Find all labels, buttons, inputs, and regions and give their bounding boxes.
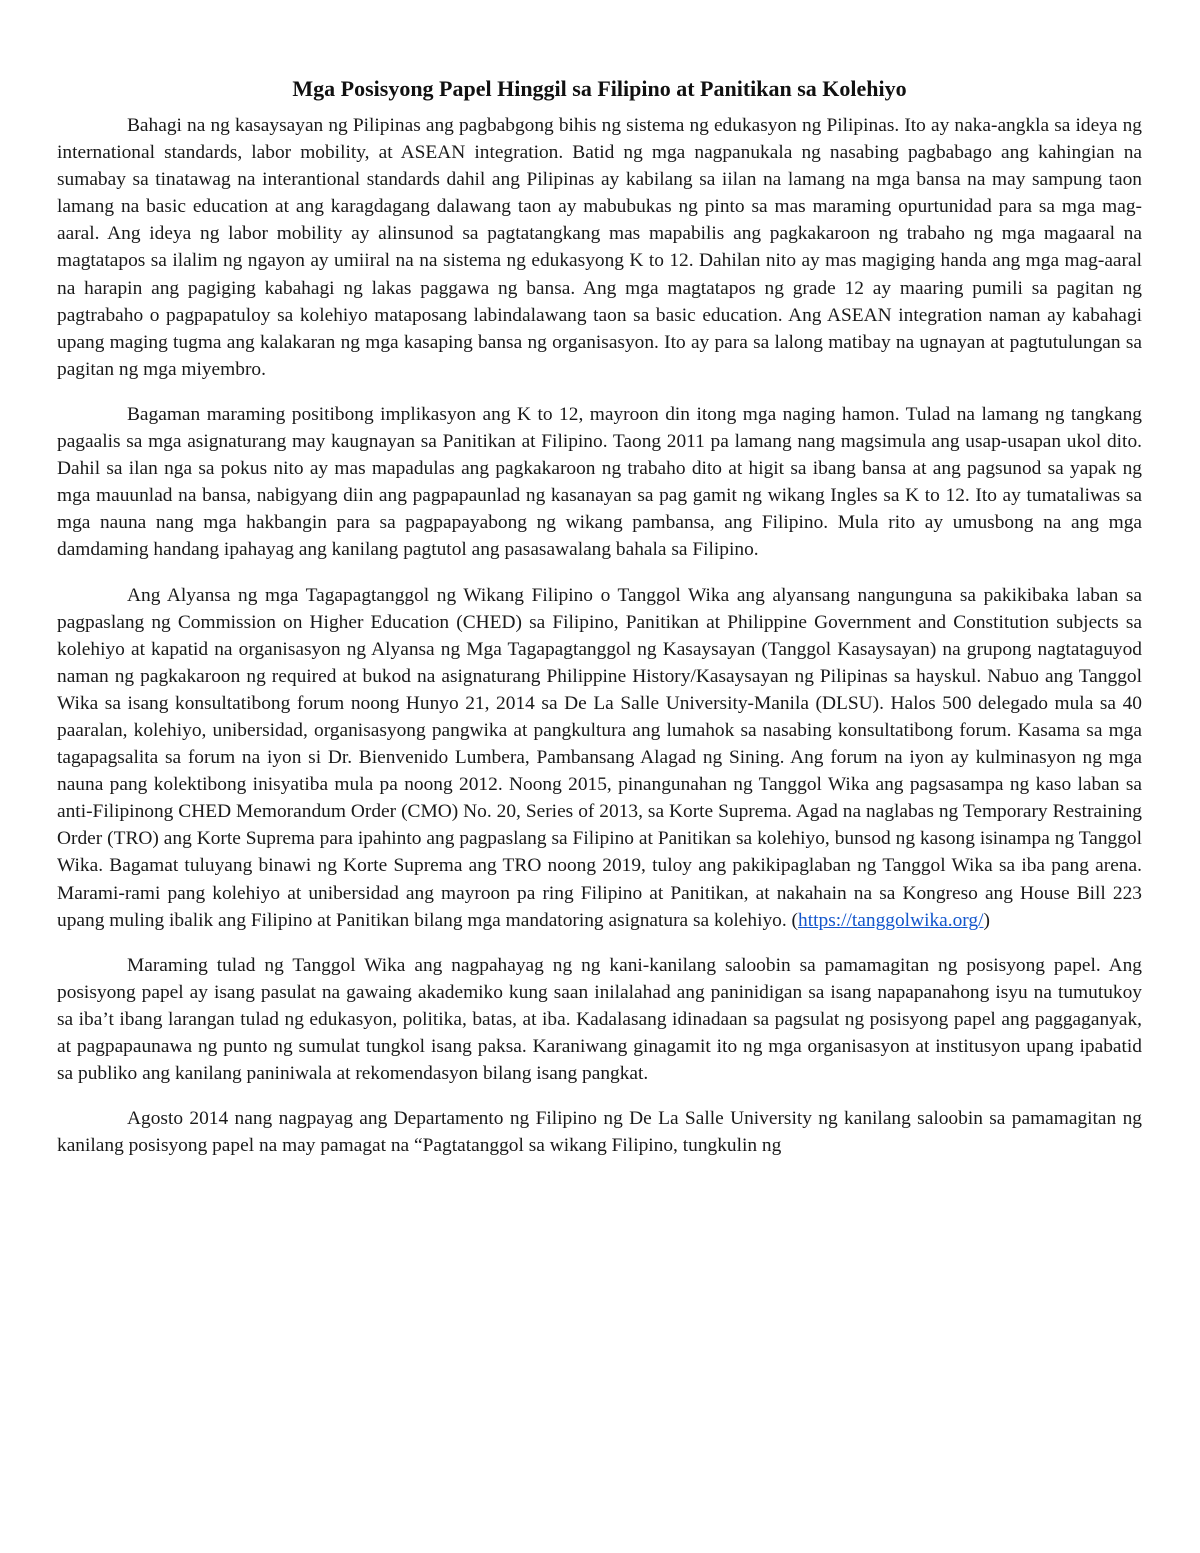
document-title: Mga Posisyong Papel Hinggil sa Filipino at Panitikan sa Kolehiyo xyxy=(292,76,907,101)
paragraph-2: Bagaman maraming positibong implikasyon ang K to 12, mayroon din itong mga naging hamon. Tulad na lamang ng tangkang pagaalis sa mga asignaturang may kaugnayan sa Panitikan at Filipino. Taong 2011 pa lamang nang magsimula ang usap-usapan ukol dito. Dahil sa ilan nga sa pokus nito ay mas mapadulas ang pagkakaroon ng trabaho dito at higit sa ibang bansa at ang pagsunod sa yapak ng mga mauunlad na bansa, nabigyang diin ang pagpapaunlad ng kasanayan sa pag gamit ng wikang Ingles sa K to 12. Ito ay tumataliwas sa mga nauna nang mga hakbangin para sa pagpapayabong ng wikang pambansa, ang Filipino. Mula rito ay umusbong na ang mga damdaming handang ipahayag ang kanilang pagtutol ang pasasawalang bahala sa Filipino. xyxy=(57,403,1142,561)
paragraph-5: Agosto 2014 nang nagpayag ang Departamento ng Filipino ng De La Salle University ng kanilang saloobin sa pamamagitan ng kanilang posisyong papel na may pamagat na “Pagtatanggol sa wikang Filipino, tungkulin ng xyxy=(57,1108,1142,1157)
paragraph-3-text: Ang Alyansa ng mga Tagapagtanggol ng Wikang Filipino o Tanggol Wika ang alyansang nangunguna sa pakikibaka laban sa pagpaslang ng Commission on Higher Education (CHED) sa Filipino, Panitikan at Philippine Government and Constitution subjects sa kolehiyo at kapatid na organisasyon ng Alyansa ng Mga Tagapagtanggol ng Kasaysayan (Tanggol Kasaysayan) na grupong nagtataguyod naman ng pagkakaroon ng required at bukod na asignaturang Philippine History/Kasaysayan ng Pilipinas sa hayskul. Nabuo ang Tanggol Wika sa isang konsultatibong forum noong Hunyo 21, 2014 sa De La Salle University-Manila (DLSU). Halos 500 delegado mula sa 40 paaralan, kolehiyo, unibersidad, organisasyong pangwika at pangkultura ang lumahok sa nasabing konsultatibong forum. Kasama sa mga tagapagsalita sa forum na iyon si Dr. Bienvenido Lumbera, Pambansang Alagad ng Sining. Ang forum na iyon ay kulminasyon ng mga nauna pang kolektibong inisyatiba mula pa noong 2012. Noong 2015, pinangunahan ng Tanggol Wika ang pagsasampa ng kaso laban sa anti-Filipinong CHED Memorandum Order (CMO) No. 20, Series of 2013, sa Korte Suprema. Agad na naglabas ng Temporary Restraining Order (TRO) ang Korte Suprema para ipahinto ang pagpaslang sa Filipino at Panitikan sa kolehiyo, bunsod ng kasong isinampa ng Tanggol Wika. Bagamat tuluyang binawi ng Korte Suprema ang TRO noong 2019, tuloy ang pakikipaglaban ng Tanggol Wika sa iba pang arena. Marami-rami pang kolehiyo at unibersidad ang mayroon pa ring Filipino at Panitikan, at nakahain na sa Kongreso ang House Bill 223 upang muling ibalik ang Filipino at Panitikan bilang mga mandatoring asignatura sa kolehiyo. ( xyxy=(57,584,1142,931)
tanggolwika-link[interactable]: https://tanggolwika.org/ xyxy=(798,909,984,931)
document-page xyxy=(57,70,1142,1159)
paragraph-3-closing: ) xyxy=(983,909,990,931)
paragraph-4: Maraming tulad ng Tanggol Wika ang nagpahayag ng ng kani-kanilang saloobin sa pamamagitan ng posisyong papel. Ang posisyong papel ay isang pasulat na gawaing akademiko kung saan inilalahad ang paninidigan sa isang napapanahong isyu na tumutukoy sa iba’t ibang larangan tulad ng edukasyon, politika, batas, at iba. Kadalasang idinadaan sa pagsulat ng posisyong papel ang paggaganyak, at pagpapaunawa ng punto ng sumulat tungkol isang paksa. Karaniwang ginagamit ito ng mga organisasyon at institusyon upang ipabatid sa publiko ang kanilang paniniwala at rekomendasyon bilang isang pangkat. xyxy=(57,954,1142,1085)
paragraph-3 xyxy=(57,582,1142,934)
paragraph-1: Bahagi na ng kasaysayan ng Pilipinas ang pagbabgong bihis ng sistema ng edukasyon ng Pilipinas. Ito ay naka-angkla sa ideya ng international standards, labor mobility, at ASEAN integration. Batid ng mga nagpanukala ng nasabing pagbabago ang kahingian na sumabay sa tinatawag na interantional standards dahil ang Pilipinas ay kabilang sa iilan na lamang na mga bansa na may sampung taon lamang na basic education at ang karagdagang dalawang taon ay mabubukas ng pinto sa mas maraming opurtunidad para sa mga mag-aaral. Ang ideya ng labor mobility ay alinsunod sa pagtatangkang mas mapabilis ang pagkakaroon ng trabaho ng mga magaaral na magtatapos sa ilalim ng ngayon ay umiiral na na sistema ng edukasyong K to 12. Dahilan nito ay mas magiging handa ang mga mag-aaral na harapin ang pagiging kabahagi ng lakas paggawa ng bansa. Ang mga magtatapos ng grade 12 ay maaring pumili sa pagitan ng pagtrabaho o pagpapatuloy sa kolehiyo mataposang labindalawang taon sa basic education. Ang ASEAN integration naman ay kabahagi upang maging tugma ang kalakaran ng mga kasaping bansa ng organisasyon. Ito ay para sa lalong matibay na ugnayan at pagtutulungan sa pagitan ng mga miyembro. xyxy=(57,115,1142,380)
